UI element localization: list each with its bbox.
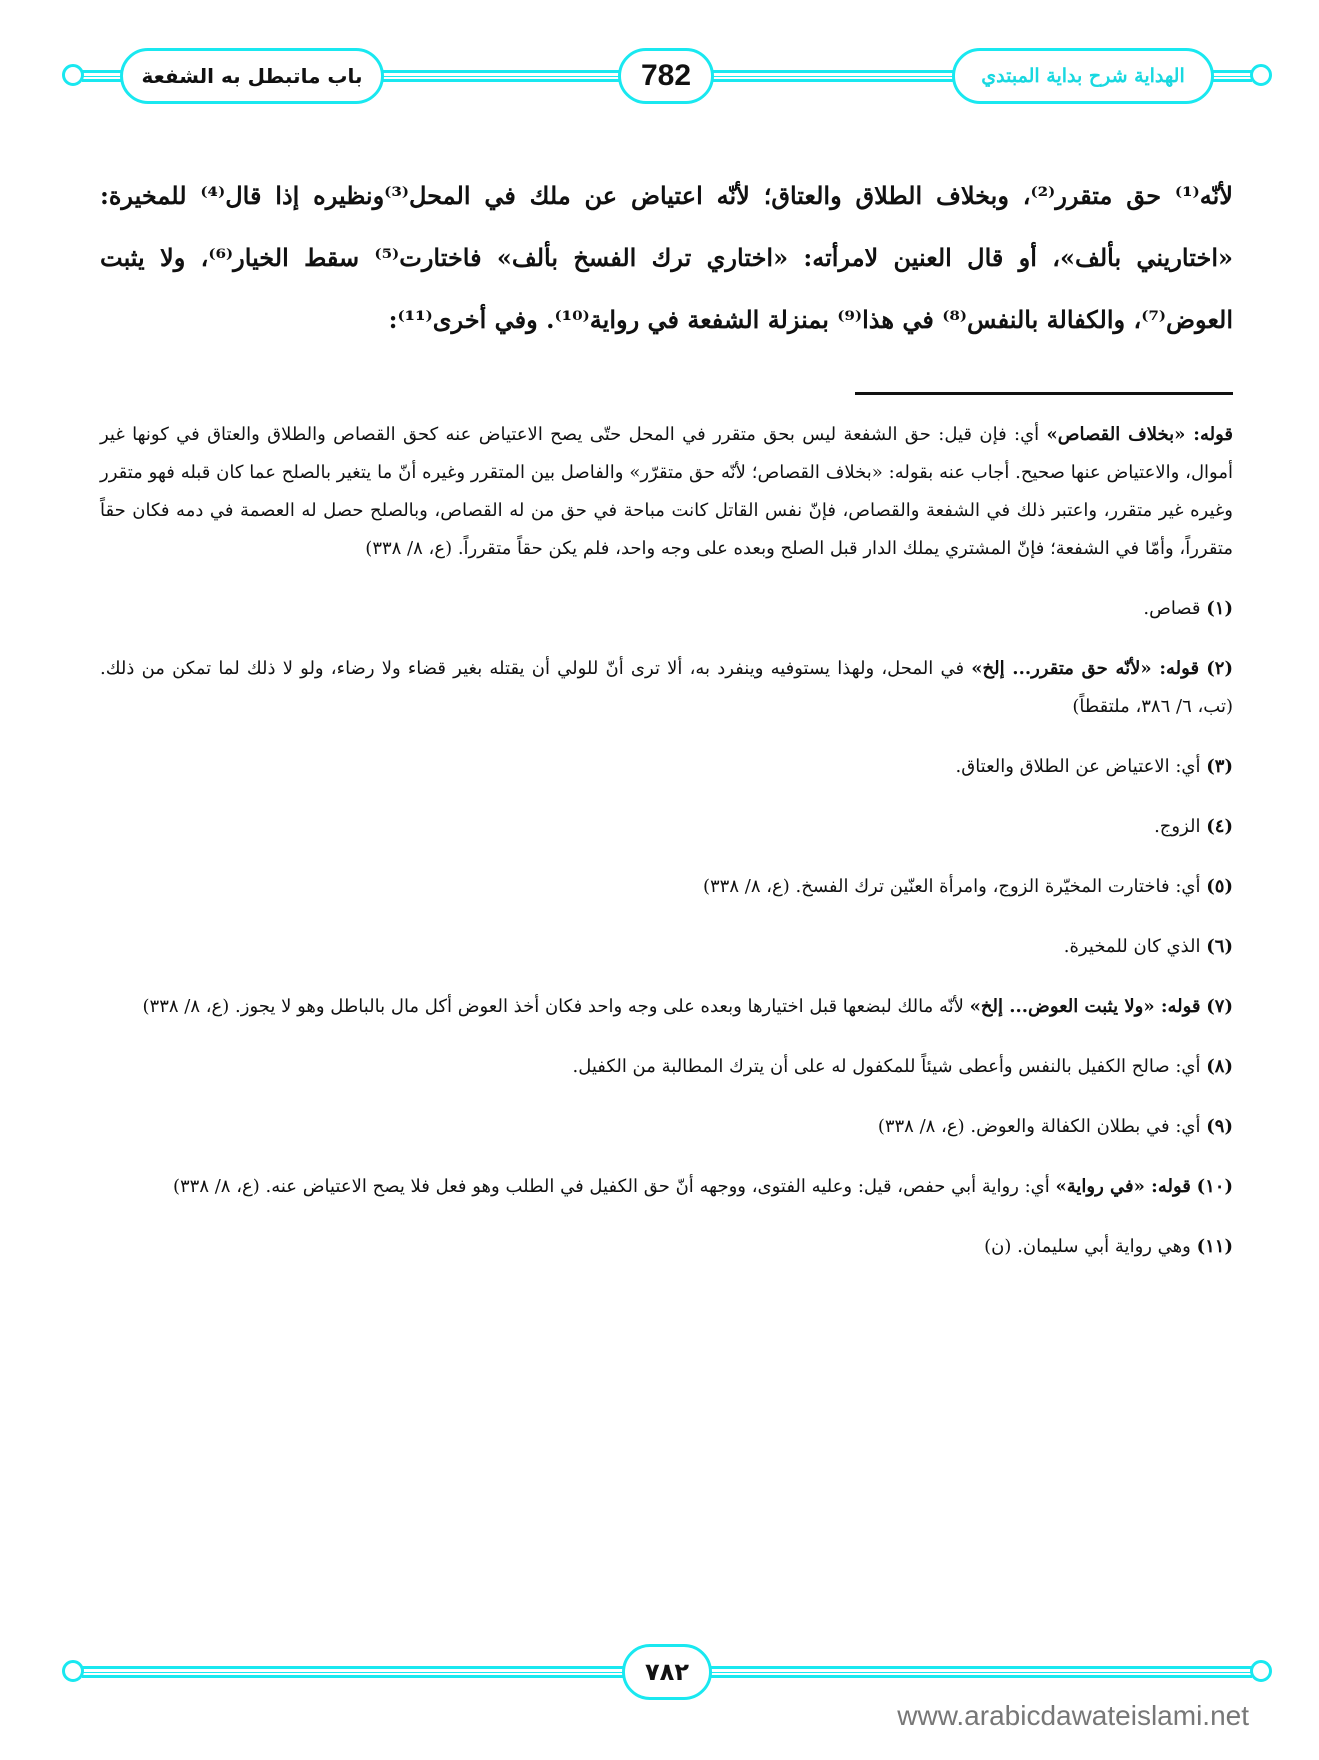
footnote-number: (٤) bbox=[1206, 816, 1233, 837]
footnote-text: قصاص. bbox=[1143, 598, 1201, 619]
footnote-number: (٦) bbox=[1206, 936, 1233, 957]
website-watermark: www.arabicdawateislami.net bbox=[897, 1700, 1249, 1731]
footnote bbox=[100, 650, 1233, 726]
footnote bbox=[100, 1048, 1233, 1086]
footnote-text: في المحل، ولهذا يستوفيه وينفرد به، ألا ترى أنّ للولي أن يقتله بغير قضاء ولا رضاء، ولو لا ذلك لما تمكن من ذلك. (تب، ٦/ ٣٨٦، ملتقطاً) bbox=[100, 658, 1233, 717]
footnote bbox=[100, 1168, 1233, 1206]
header-frame bbox=[62, 48, 1272, 104]
main-text: لأنّه⁽¹⁾ حق متقرر⁽²⁾، وبخلاف الطلاق والعتاق؛ لأنّه اعتياض عن ملك في المحل⁽³⁾ونظيره إذا قال⁽⁴⁾ للمخيرة: «اختاريني بألف»، أو قال العنين لامرأته: «اختاري ترك الفسخ بألف» فاختارت⁽⁵⁾ سقط الخيار⁽⁶⁾، ولا يثبت العوض⁽⁷⁾، والكفالة بالنفس⁽⁸⁾ في هذا⁽⁹⁾ بمنزلة الشفعة في رواية⁽¹⁰⁾. وفي أخرى⁽¹¹⁾: bbox=[100, 181, 1233, 334]
footnote-number: (٩) bbox=[1206, 1116, 1233, 1137]
footnote-lead: قوله: «بخلاف القصاص» bbox=[1046, 424, 1233, 445]
footnote bbox=[100, 590, 1233, 628]
footnote-number: (١٠) bbox=[1196, 1176, 1233, 1197]
footnote-text: أي: الاعتياض عن الطلاق والعتاق. bbox=[955, 756, 1201, 777]
footnote-text: أي: فاختارت المخيّرة الزوج، وامرأة العنّين ترك الفسخ. (ع، ٨/ ٣٣٨) bbox=[702, 876, 1201, 897]
footnote-text: الزوج. bbox=[1154, 816, 1201, 837]
footnote-text: الذي كان للمخيرة. bbox=[1063, 936, 1201, 957]
footnote-number: (٣) bbox=[1206, 756, 1233, 777]
footnotes bbox=[100, 416, 1233, 1288]
footnote bbox=[100, 748, 1233, 786]
page-number-top: 782 bbox=[618, 48, 714, 104]
footnote-number: (٢) bbox=[1206, 658, 1233, 679]
footnote-number: (٨) bbox=[1206, 1056, 1233, 1077]
footnote-number: (١) bbox=[1206, 598, 1233, 619]
footnote bbox=[100, 928, 1233, 966]
footnote-text: أي: فإن قيل: حق الشفعة ليس بحق متقرر في المحل حتّى يصح الاعتياض عنه كحق القصاص والطلاق والعتاق في كونها غير أموال، والاعتياض عنها صحيح. أجاب عنه بقوله: «بخلاف القصاص؛ لأنّه حق متقرّر» والفاصل بين المتقرر وغيره أنّ ما يتغير بالصلح عما كان قبله فهو متقرر وغيره غير متقرر، واعتبر ذلك في الشفعة والقصاص، فإنّ نفس القاتل كانت مباحة في حق من له القصاص، وبالصلح حصل له العصمة في دمه فكان حقاً متقرراً، وأمّا في الشفعة؛ فإنّ المشتري يملك الدار قبل الصلح وبعده على وجه واحد، فلم يكن حقاً متقرراً. (ع، ٨/ ٣٣٨) bbox=[100, 424, 1233, 559]
footnote-text: لأنّه مالك لبضعها قبل اختيارها وبعده على وجه واحد فكان أخذ العوض أكل مال بالباطل وهو لا يجوز. (ع، ٨/ ٣٣٨) bbox=[142, 996, 970, 1017]
footnote-number: (٧) bbox=[1206, 996, 1233, 1017]
footnote-lead: قوله: «في رواية» bbox=[1055, 1176, 1191, 1197]
footnote-number: (١١) bbox=[1196, 1236, 1233, 1257]
footnote-lead: قوله: «ولا يثبت العوض... إلخ» bbox=[969, 996, 1201, 1017]
ornament-left bbox=[62, 1660, 84, 1682]
footnote-lead: قوله: «لأنّه حق متقرر... إلخ» bbox=[971, 658, 1200, 679]
ornament-right bbox=[1250, 1660, 1272, 1682]
footnote bbox=[100, 808, 1233, 846]
book-title: الهداية شرح بداية المبتدي bbox=[952, 48, 1214, 104]
footnote bbox=[100, 868, 1233, 906]
footnote bbox=[100, 988, 1233, 1026]
footnote bbox=[100, 416, 1233, 568]
footnote-number: (٥) bbox=[1206, 876, 1233, 897]
ornament-left bbox=[62, 64, 84, 86]
footnote-separator bbox=[855, 392, 1233, 395]
footnote-text: وهي رواية أبي سليمان. (ن) bbox=[984, 1236, 1191, 1257]
page-number-bottom: ٧٨٢ bbox=[622, 1644, 712, 1700]
footnote-text: أي: في بطلان الكفالة والعوض. (ع، ٨/ ٣٣٨) bbox=[877, 1116, 1201, 1137]
footnote bbox=[100, 1108, 1233, 1146]
footnote-text: أي: صالح الكفيل بالنفس وأعطى شيئاً للمكفول له على أن يترك المطالبة من الكفيل. bbox=[572, 1056, 1201, 1077]
chapter-title: باب ماتبطل به الشفعة bbox=[120, 48, 384, 104]
footnote bbox=[100, 1228, 1233, 1266]
footer-frame bbox=[62, 1644, 1272, 1700]
ornament-right bbox=[1250, 64, 1272, 86]
footnote-text: أي: رواية أبي حفص، قيل: وعليه الفتوى، ووجهه أنّ حق الكفيل في الطلب وهو فعل فلا يصح الاعتياض عنه. (ع، ٨/ ٣٣٨) bbox=[172, 1176, 1056, 1197]
